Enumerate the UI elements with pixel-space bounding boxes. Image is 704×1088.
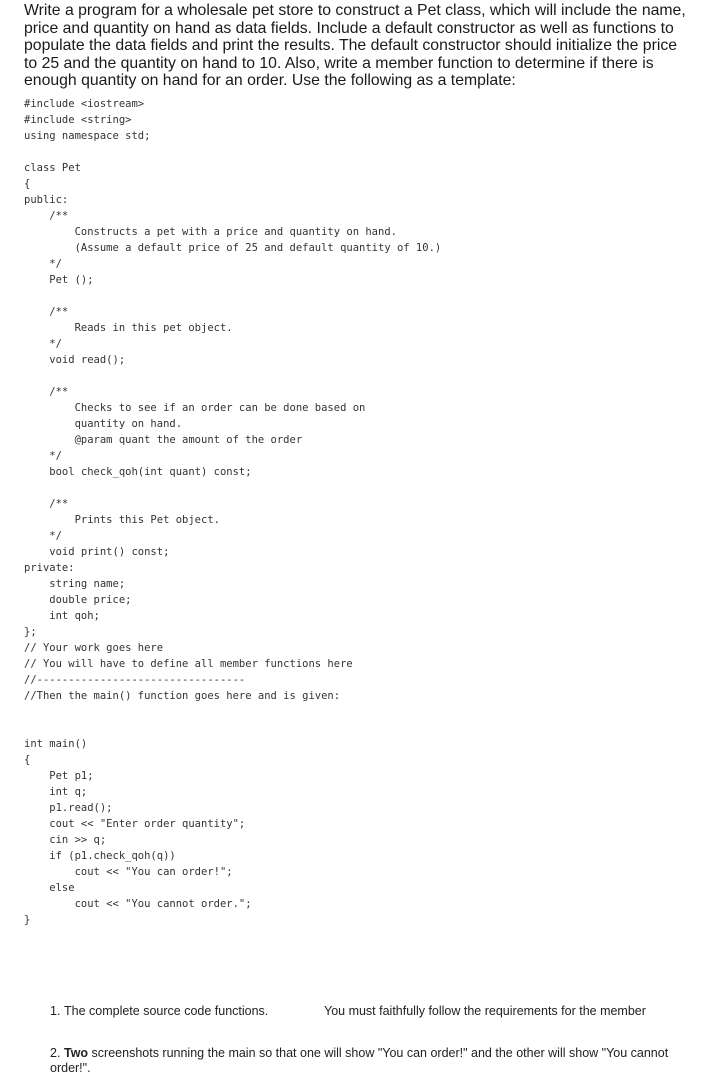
code-line: cout << "You cannot order."; <box>24 898 252 910</box>
code-line: /** <box>24 210 69 222</box>
code-line: quantity on hand. <box>24 418 183 430</box>
item-number: 2. <box>50 1046 61 1060</box>
code-line: Pet (); <box>24 274 94 286</box>
code-line: */ <box>24 258 62 270</box>
code-line: }; <box>24 626 37 638</box>
item-emphasis: Two <box>64 1046 89 1060</box>
code-line: */ <box>24 530 62 542</box>
code-line: string name; <box>24 578 126 590</box>
code-line: using namespace std; <box>24 130 151 142</box>
code-line: int main() <box>24 738 88 750</box>
code-line: */ <box>24 338 62 350</box>
code-line: if (p1.check_qoh(q)) <box>24 850 176 862</box>
assignment-prompt: Write a program for a wholesale pet store to construct a Pet class, which will include the name, price and quantity on hand as data fields. Include a default constructor as well as functions to populate the data fields and print the results. The default constructor should initialize the price to 25 and the quantity on hand to 10. Also, write a member function to determine if there is enough quantity on hand for an order. Use the following as a template: <box>24 2 686 90</box>
code-line: void print() const; <box>24 546 170 558</box>
code-line: double price; <box>24 594 132 606</box>
code-line: void read(); <box>24 354 126 366</box>
code-line: */ <box>24 450 62 462</box>
code-line: Prints this Pet object. <box>24 514 220 526</box>
item-text: screenshots running the main so that one will show "You can order!" and the other will show "You cannot order!". <box>50 1046 669 1075</box>
deliverable-item-1 <box>50 1004 270 1019</box>
code-line: class Pet <box>24 162 81 174</box>
code-line: #include <iostream> <box>24 98 145 110</box>
code-line: /** <box>24 498 69 510</box>
code-line: bool check_qoh(int quant) const; <box>24 466 252 478</box>
code-line: int qoh; <box>24 610 100 622</box>
code-line: // You will have to define all member functions here <box>24 658 353 670</box>
item-number: 1. <box>50 1004 61 1018</box>
code-line: //Then the main() function goes here and is given: <box>24 690 341 702</box>
code-line: p1.read(); <box>24 802 113 814</box>
code-line: cin >> q; <box>24 834 107 846</box>
code-line: @param quant the amount of the order <box>24 434 303 446</box>
code-line: cout << "You can order!"; <box>24 866 233 878</box>
deliverable-item-2 <box>50 1046 670 1076</box>
item-text: The complete source code functions. <box>64 1004 269 1018</box>
code-line: (Assume a default price of 25 and default quantity of 10.) <box>24 242 442 254</box>
code-line: else <box>24 882 75 894</box>
code-line: //--------------------------------- <box>24 674 246 686</box>
code-line: #include <string> <box>24 114 132 126</box>
code-line: { <box>24 754 31 766</box>
code-line: // Your work goes here <box>24 642 164 654</box>
code-line: private: <box>24 562 75 574</box>
code-line: Pet p1; <box>24 770 94 782</box>
code-line: Constructs a pet with a price and quantity on hand. <box>24 226 397 238</box>
code-line: public: <box>24 194 69 206</box>
code-line: /** <box>24 306 69 318</box>
code-line: /** <box>24 386 69 398</box>
code-line: Reads in this pet object. <box>24 322 233 334</box>
code-line: Checks to see if an order can be done based on <box>24 402 366 414</box>
code-line: } <box>24 914 31 926</box>
code-line: { <box>24 178 31 190</box>
code-line: int q; <box>24 786 88 798</box>
code-line: cout << "Enter order quantity"; <box>24 818 246 830</box>
deliverable-item-1-note: You must faithfully follow the requirements for the member <box>324 1004 646 1018</box>
